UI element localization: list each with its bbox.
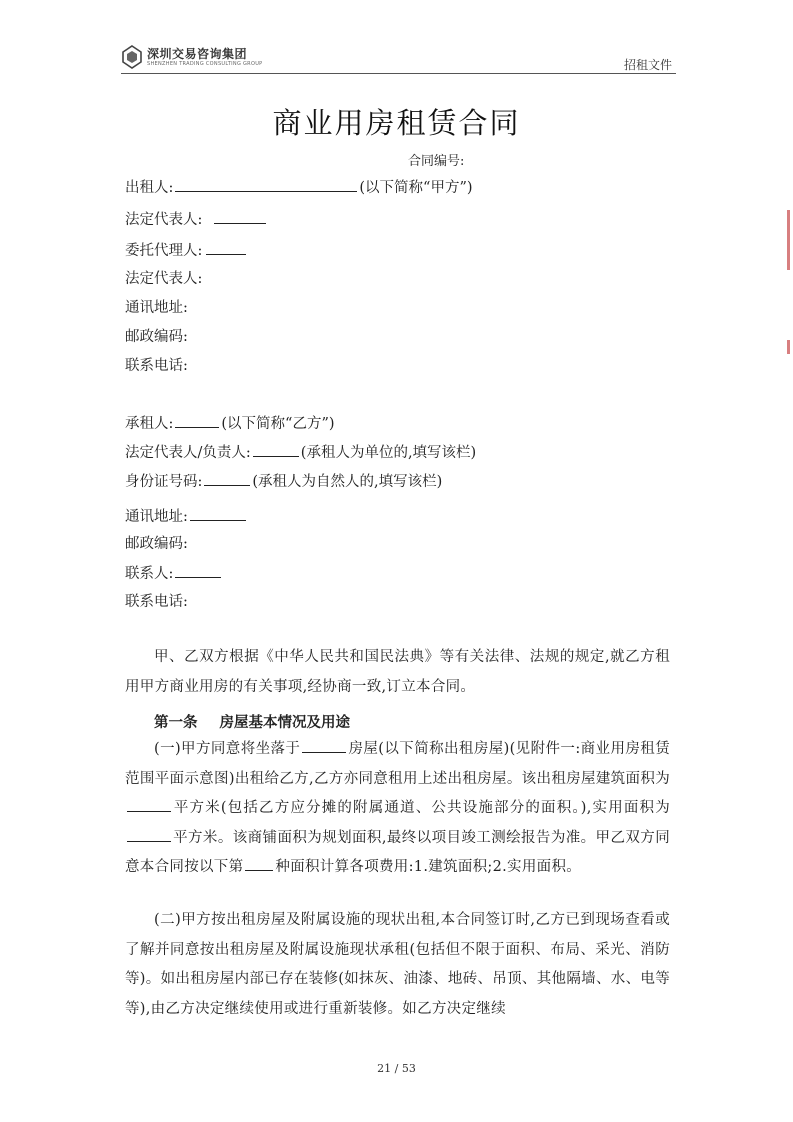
lessee-id-blank[interactable] [204, 470, 250, 486]
lessor-postcode-field [125, 326, 188, 348]
lessor-legal-rep2-field [125, 268, 202, 290]
page-number: 21 / 53 [377, 1062, 416, 1075]
article1-paragraph2: (二)甲方按出租房屋及附属设施的现状出租,本合同签订时,乙方已到现场查看或了解并同意按出租房屋及附属设施现状承租(包括但不限于面积、布局、采光、消防等)。如出租房屋内部已存在装修(如抹灰、油漆、地砖、吊顶、其他隔墙、水、电等等),由乙方决定继续使用或进行重新装修。如乙方决定继续 [125, 912, 670, 1017]
lessee-legal-rep-field [125, 441, 476, 463]
area-option-blank[interactable] [245, 855, 273, 871]
article1-p1-part-a: (一)甲方同意将坐落于 [154, 741, 301, 757]
article1-p1-part-e: 种面积计算各项费用:1.建筑面积;2.实用面积。 [275, 859, 582, 876]
lessee-id-label: 身份证号码: [125, 474, 203, 490]
lessor-legal-rep-blank[interactable] [214, 208, 266, 224]
lessee-legal-rep-note: (承租人为单位的,填写该栏) [300, 445, 477, 461]
building-area-blank[interactable] [127, 796, 171, 812]
lessee-phone-field [125, 591, 188, 613]
intro-paragraph: 甲、乙双方根据《中华人民共和国民法典》等有关法律、法规的规定,就乙方租用甲方商业用房的有关事项,经协商一致,订立本合同。 [125, 649, 670, 695]
lessor-agent-label: 委托代理人: [125, 243, 203, 259]
lessor-address-field [125, 297, 188, 319]
lessee-id-field [125, 470, 442, 492]
lessee-legal-rep-label: 法定代表人/负责人: [125, 445, 251, 461]
lessee-name-blank[interactable] [175, 412, 219, 428]
lessee-address-blank[interactable] [190, 505, 246, 521]
scan-edge-mark [787, 340, 790, 354]
lessor-legal-rep2-label: 法定代表人: [125, 271, 203, 287]
lessee-address-field [125, 505, 248, 527]
location-blank[interactable] [302, 737, 346, 753]
lessor-phone-label: 联系电话: [125, 358, 188, 374]
logo-english-text: SHENZHEN TRADING CONSULTING GROUP [147, 60, 263, 67]
header-doc-label: 招租文件 [624, 58, 673, 72]
usable-area-blank[interactable] [127, 826, 171, 842]
lessee-address-label: 通讯地址: [125, 509, 188, 525]
scan-edge-mark [787, 210, 790, 270]
article1-title: 房屋基本情况及用途 [219, 714, 350, 731]
lessor-legal-rep-field [125, 208, 268, 230]
lessor-name-blank[interactable] [175, 176, 357, 192]
lessor-name-label: 出租人: [125, 180, 174, 196]
article1-p1-part-d: 平方米。该商铺面积为规划面积,最终以项目竣工测绘报告为准。甲乙双方同意本合同按以下第 [125, 829, 670, 876]
lessor-address-label: 通讯地址: [125, 300, 188, 316]
lessee-phone-label: 联系电话: [125, 594, 188, 610]
lessee-name-field [125, 412, 335, 434]
article1-heading [154, 711, 350, 732]
contract-number-label: 合同编号: [408, 154, 465, 169]
lessee-postcode-field [125, 533, 188, 555]
logo-mark-icon [121, 44, 143, 70]
lessor-name-suffix: (以下简称“甲方”) [359, 180, 473, 196]
lessee-contact-field [125, 562, 223, 584]
lessor-agent-blank[interactable] [206, 239, 246, 255]
lessee-postcode-label: 邮政编码: [125, 536, 188, 552]
company-logo [121, 44, 262, 70]
contract-title: 商业用房租赁合同 [272, 106, 521, 140]
lessee-legal-rep-blank[interactable] [253, 441, 299, 457]
lessee-name-label: 承租人: [125, 416, 174, 432]
lessee-id-note: (承租人为自然人的,填写该栏) [252, 474, 443, 490]
lessor-postcode-label: 邮政编码: [125, 329, 188, 345]
lessor-agent-field [125, 239, 248, 261]
lessor-phone-field [125, 355, 188, 377]
article1-p1-part-b: 房屋(以下简称出租房屋)(见附件一:商业用房租赁范围平面示意图)出租给乙方,乙方亦同意租用上述出租房屋。该出租房屋建筑面积为 [125, 741, 670, 787]
lessee-name-suffix: (以下简称“乙方”) [221, 416, 335, 432]
lessor-legal-rep-label: 法定代表人: [125, 212, 203, 228]
lessor-name-field [125, 176, 473, 198]
lessee-contact-label: 联系人: [125, 566, 174, 582]
header-divider [121, 73, 676, 74]
article1-p1-part-c: 平方米(包括乙方应分摊的附属通道、公共设施部分的面积。),实用面积为 [173, 800, 670, 817]
article1-number: 第一条 [154, 714, 198, 731]
logo-chinese-text: 深圳交易咨询集团 [147, 46, 248, 61]
lessee-contact-blank[interactable] [175, 562, 221, 578]
article1-paragraph1 [125, 735, 670, 883]
